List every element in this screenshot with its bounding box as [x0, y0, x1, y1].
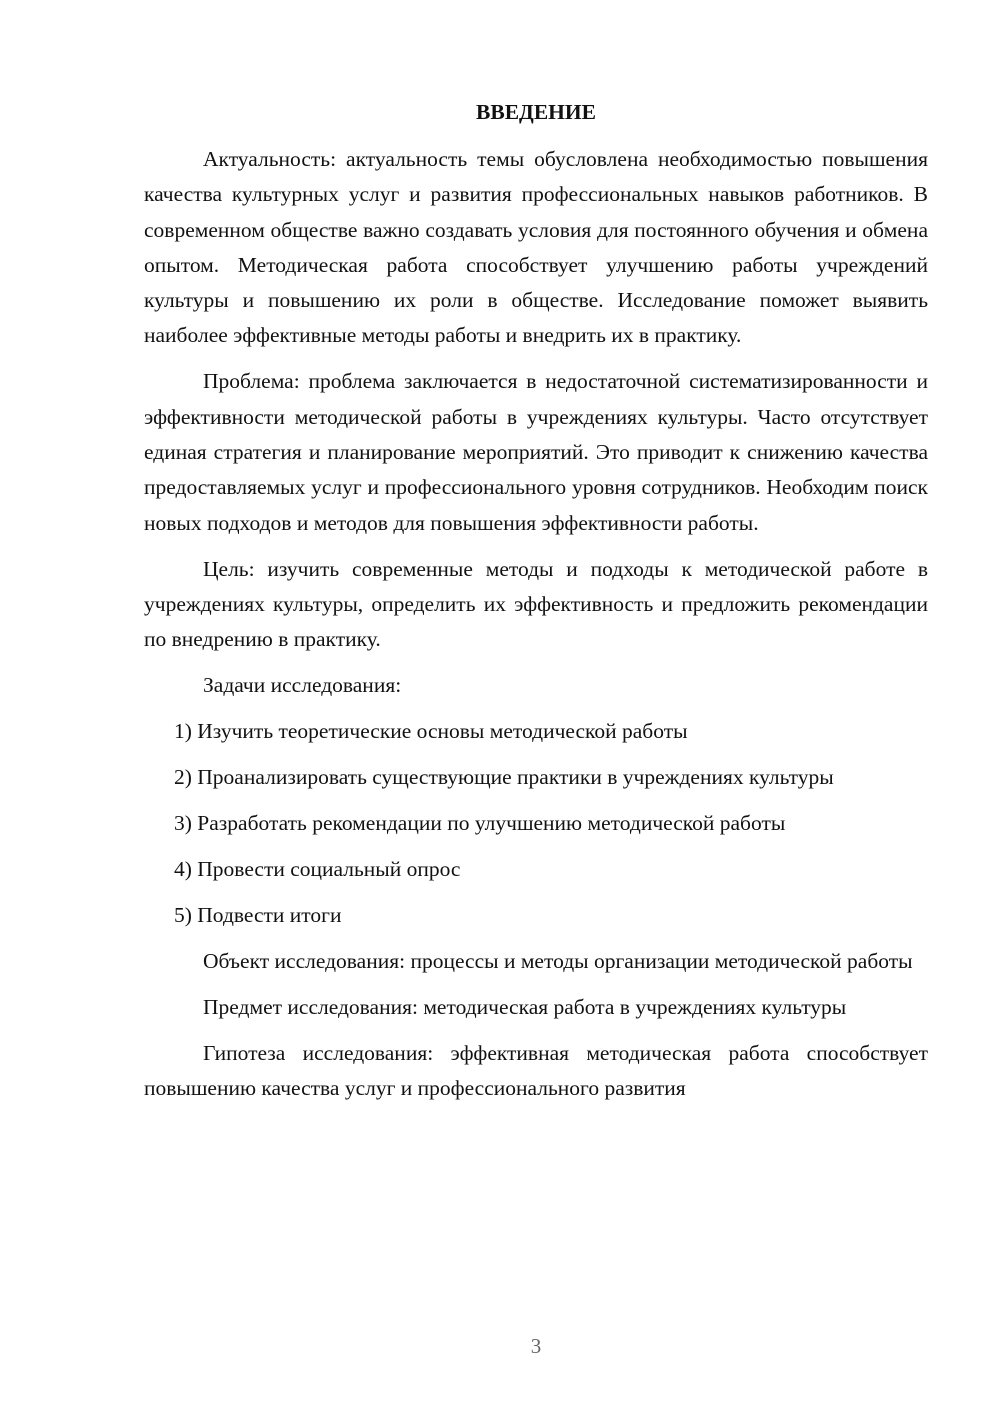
task-item: 1) Изучить теоретические основы методической работы: [174, 719, 688, 744]
task-item: 2) Проанализировать существующие практики в учреждениях культуры: [174, 765, 834, 790]
hypothesis-paragraph: Гипотеза исследования: эффективная методическая работа способствует повышению качества услуг и профессионального развития: [144, 1041, 928, 1101]
task-item: 4) Провести социальный опрос: [174, 857, 461, 882]
problem-paragraph: Проблема: проблема заключается в недостаточной систематизированности и эффективности методической работы в учреждениях культуры. Часто отсутствует единая стратегия и планирование мероприятий. Это приводит к снижению качества предоставляемых услуг и профессионального уровня сотрудников. Необходим поиск новых подходов и методов для повышения эффективности работы.: [144, 369, 928, 535]
object-paragraph: Объект исследования: процессы и методы организации методической работы: [203, 949, 913, 974]
page-number: 3: [530, 1334, 542, 1358]
task-item: 3) Разработать рекомендации по улучшению методической работы: [174, 811, 786, 836]
page-content: [144, 95, 928, 1117]
tasks-title: Задачи исследования:: [203, 673, 402, 698]
task-item: 5) Подвести итоги: [174, 903, 342, 928]
subject-paragraph: Предмет исследования: методическая работа в учреждениях культуры: [203, 995, 847, 1020]
section-heading: ВВЕДЕНИЕ: [476, 100, 596, 124]
relevance-paragraph: Актуальность: актуальность темы обусловлена необходимостью повышения качества культурных услуг и развития профессиональных навыков работников. В современном обществе важно создавать условия для постоянного обучения и обмена опытом. Методическая работа способствует улучшению работы учреждений культуры и повышению их роли в обществе. Исследование поможет выявить наиболее эффективные методы работы и внедрить их в практику.: [144, 147, 928, 348]
goal-paragraph: Цель: изучить современные методы и подходы к методической работе в учреждениях культуры, определить их эффективность и предложить рекомендации по внедрению в практику.: [144, 556, 928, 652]
